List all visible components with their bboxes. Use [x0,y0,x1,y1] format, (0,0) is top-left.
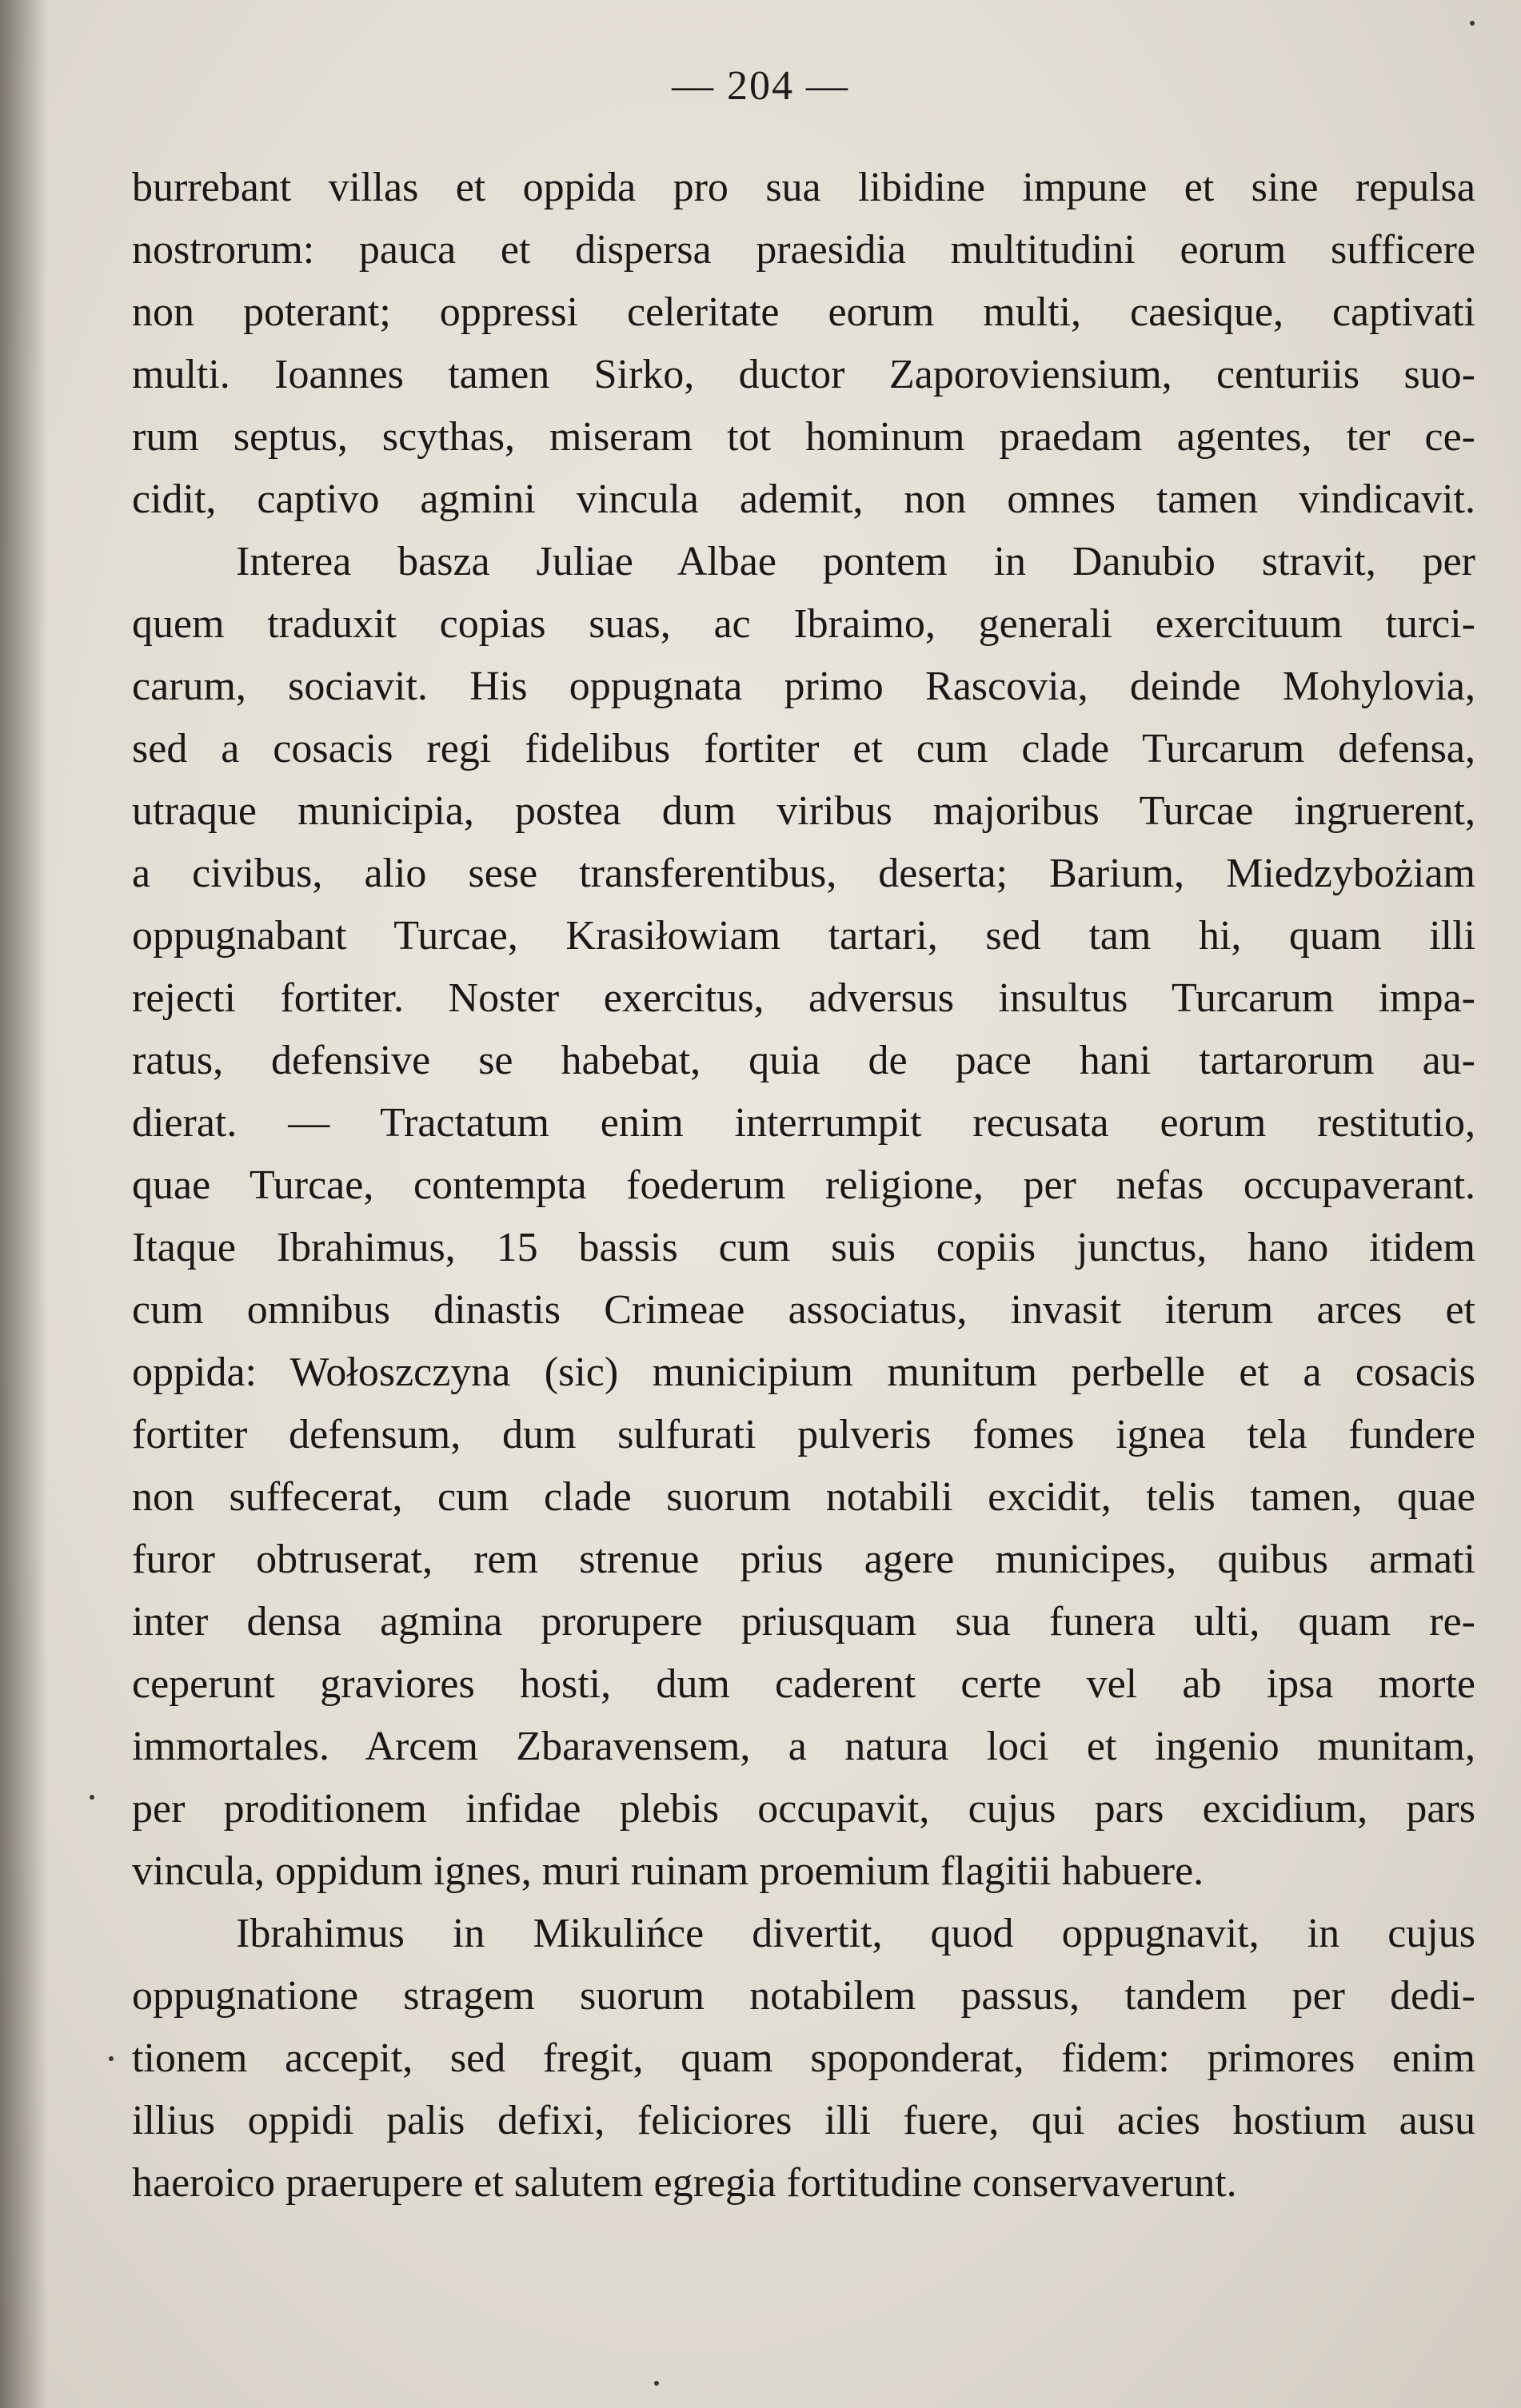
text-line: rejecti fortiter. Noster exercitus, adversus insultus Turcarum impa- [132,975,1475,1021]
text-line: a civibus, alio sese transferentibus, deserta; Barium, Miedzybożiam [132,851,1475,896]
paper-speck [109,2056,114,2061]
text-line: furor obtruserat, rem strenue prius agere municipes, quibus armati [132,1537,1475,1582]
text-line: fortiter defensum, dum sulfurati pulveris fomes ignea tela fundere [132,1412,1475,1457]
text-line: oppida: Wołoszczyna (sic) municipium munitum perbelle et a cosacis [132,1350,1475,1395]
page-edge-shadow [0,0,48,2408]
paper-speck [1470,21,1475,26]
text-line: nostrorum: pauca et dispersa praesidia multitudini eorum sufficere [132,227,1475,273]
text-line: ceperunt graviores hosti, dum caderent certe vel ab ipsa morte [132,1661,1475,1707]
paper-speck [90,1795,94,1800]
text-line: utraque municipia, postea dum viribus majoribus Turcae ingruerent, [132,788,1475,834]
text-line: cidit, captivo agmini vincula ademit, non omnes tamen vindicavit. [132,476,1475,522]
text-line: oppugnatione stragem suorum notabilem passus, tandem per dedi- [132,1973,1475,2019]
text-line: burrebant villas et oppida pro sua libidine impune et sine repulsa [132,165,1475,210]
text-line: rum septus, scythas, miseram tot hominum praedam agentes, ter ce- [132,414,1475,460]
text-line: immortales. Arcem Zbaravensem, a natura loci et ingenio munitam, [132,1724,1475,1769]
text-line: non suffecerat, cum clade suorum notabili excidit, telis tamen, quae [132,1474,1475,1520]
text-line: sed a cosacis regi fidelibus fortiter et cum clade Turcarum defensa, [132,726,1475,771]
text-line: dierat. — Tractatum enim interrumpit recusata eorum restitutio, [132,1100,1475,1146]
text-line: inter densa agmina prorupere priusquam sua funera ulti, quam re- [132,1599,1475,1645]
text-line: quae Turcae, contempta foederum religione, per nefas occupaverant. [132,1162,1475,1208]
text-line: Itaque Ibrahimus, 15 bassis cum suis copiis junctus, hano itidem [132,1225,1475,1270]
page-number: — 204 — [672,63,849,109]
text-line: non poterant; oppressi celeritate eorum multi, caesique, captivati [132,289,1475,335]
text-line: cum omnibus dinastis Crimeae associatus, invasit iterum arces et [132,1287,1475,1333]
text-line: Ibrahimus in Mikulińce divertit, quod oppugnavit, in cujus [236,1911,1475,1956]
text-body [132,157,1475,2215]
text-line: carum, sociavit. His oppugnata primo Rascovia, deinde Mohylovia, [132,664,1475,709]
paper-speck [654,2381,659,2386]
text-line: illius oppidi palis defixi, feliciores illi fuere, qui acies hostium ausu [132,2098,1475,2143]
text-line: tionem accepit, sed fregit, quam spoponderat, fidem: primores enim [132,2035,1475,2081]
text-line: per proditionem infidae plebis occupavit, cujus pars excidium, pars [132,1786,1475,1832]
text-line: oppugnabant Turcae, Krasiłowiam tartari, sed tam hi, quam illi [132,913,1475,959]
text-line: Interea basza Juliae Albae pontem in Danubio stravit, per [236,539,1475,584]
text-line: ratus, defensive se habebat, quia de pace hani tartarorum au- [132,1038,1475,1083]
text-line: haeroico praerupere et salutem egregia fortitudine conservaverunt. [132,2160,1237,2206]
text-line: multi. Ioannes tamen Sirko, ductor Zaporoviensium, centuriis suo- [132,352,1475,397]
text-line: vincula, oppidum ignes, muri ruinam proemium flagitii habuere. [132,1848,1204,1894]
text-line: quem traduxit copias suas, ac Ibraimo, generali exercituum turci- [132,601,1475,647]
